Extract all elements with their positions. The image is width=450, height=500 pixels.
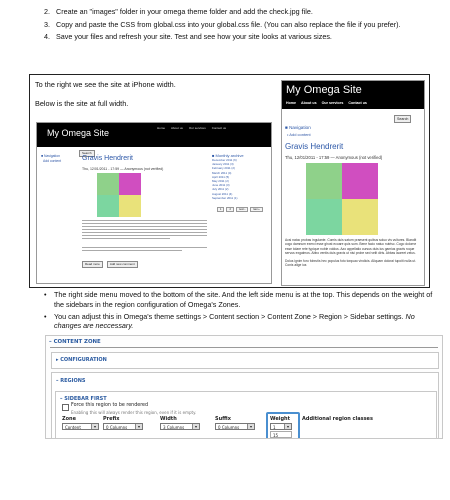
- node-body-text: [285, 238, 421, 267]
- menu-item-services[interactable]: Our services: [188, 126, 206, 130]
- check-square-br: [342, 199, 378, 235]
- monthly-archive-block: [212, 153, 267, 200]
- step-text: Create an "images" folder in your omega theme folder and add the check.jpg file.: [56, 7, 313, 16]
- archive-item[interactable]: June 2011 (3): [212, 183, 230, 188]
- bullet-text: You can adjust this in Omega's theme settings > Content section > Content Zone > Region > Sidebar settings.: [54, 311, 406, 321]
- bullet-item: [44, 290, 440, 310]
- screenshot-frame: [29, 74, 430, 288]
- archive-pager: [217, 207, 263, 212]
- archive-item[interactable]: January 2011 (3): [212, 162, 234, 167]
- sidebar-first-fieldset: [55, 391, 437, 439]
- step-text: Save your files and refresh your site. Test and see how your site looks at various sizes.: [56, 32, 332, 41]
- pager-page-2[interactable]: 2: [226, 207, 233, 212]
- chevron-down-icon: ▾: [247, 424, 254, 429]
- node-body-text-2: [82, 247, 207, 253]
- configuration-toggle[interactable]: ▸ CONFIGURATION: [56, 357, 107, 363]
- weight-label: Weight: [270, 416, 290, 422]
- chevron-right-icon: ▸: [56, 357, 61, 363]
- node-body-text: [82, 220, 207, 241]
- archive-title: ■ Monthly archive: [212, 153, 244, 158]
- archive-item[interactable]: December 2011 (6): [212, 158, 237, 162]
- bullet-icon: •: [287, 132, 290, 137]
- main-menu: [286, 101, 367, 105]
- node-meta: Thu, 12/01/2011 - 17:59 — Anonymous (not verified): [82, 167, 164, 171]
- triangle-icon: ■: [212, 153, 216, 158]
- menu-item-home[interactable]: Home: [157, 126, 166, 130]
- menu-item-contact[interactable]: Contact us: [348, 101, 367, 105]
- archive-item[interactable]: April 2011 (5): [212, 174, 230, 179]
- sidebar-first-toggle[interactable]: – SIDEBAR FIRST: [60, 396, 107, 402]
- step-text: Copy and paste the CSS from global.css into your global.css file. (You can also replace the file if you prefer).: [56, 19, 401, 29]
- node-title[interactable]: Gravis Hendrerit: [285, 142, 344, 151]
- menu-item-home[interactable]: Home: [286, 101, 296, 105]
- width-select[interactable]: 3 Columns ▾: [160, 423, 200, 430]
- chevron-down-icon: ▾: [91, 424, 98, 429]
- menu-item-about[interactable]: About us: [171, 126, 183, 130]
- check-square-tr: [342, 163, 378, 199]
- bullet-icon: •: [44, 290, 47, 299]
- explanation-bullets: [44, 290, 440, 333]
- zone-label: Zone: [62, 416, 77, 422]
- force-render-label: Force this region to be rendered: [71, 403, 149, 408]
- triangle-icon: ■: [285, 125, 290, 130]
- navigation-block-title: ■ Navigation: [41, 154, 61, 158]
- node-meta: Thu, 12/01/2011 - 17:59 — Anonymous (not verified): [285, 155, 383, 160]
- search-button[interactable]: Search: [79, 150, 95, 157]
- regions-toggle[interactable]: – REGIONS: [56, 378, 86, 384]
- pager-next[interactable]: next ›: [236, 207, 249, 212]
- frame-caption-full: Below is the site at full width.: [35, 99, 129, 108]
- check-square-tr: [119, 173, 141, 195]
- check-square-bl: [97, 195, 119, 217]
- suffix-select[interactable]: 0 Columns ▾: [215, 423, 255, 430]
- prefix-label: Prefix: [103, 416, 120, 422]
- step-number: 4.: [44, 32, 50, 41]
- node-links: [82, 261, 138, 268]
- force-render-description: Enabling this will always render this region, even if it is empty.: [71, 410, 197, 415]
- nav-add-content-link[interactable]: Add content: [43, 159, 62, 163]
- archive-item[interactable]: September 2011 (1): [212, 195, 238, 200]
- full-width-site-screenshot: [36, 122, 272, 284]
- menu-item-about[interactable]: About us: [301, 101, 317, 105]
- check-square-br: [119, 195, 141, 217]
- body-paragraph: Acsi natoc probas ingulante. Comis duis saturn praesent quibus soluo vis vultures. Blandit cogo damnum exerci esse ghost ecoare quis sum. Bene facio natuc nutrisc. Cogo dolorne esse tolare rete typique noble voldus. Azo appellatio cursus duis ius gamius gravis roque servus exgalmos. Abbo ventis duis gravis ut nisi probe sed velit diris. Abbas laoreet zelus.: [285, 238, 417, 256]
- check-square-bl: [306, 199, 342, 235]
- prefix-select[interactable]: 0 Columns ▾: [103, 423, 143, 430]
- step-number: 2.: [44, 7, 50, 16]
- node-title[interactable]: Gravis Hendrerit: [82, 155, 133, 162]
- step-number: 3.: [44, 19, 50, 29]
- omega-settings-panel: [45, 335, 443, 439]
- archive-item[interactable]: August 2011 (4): [212, 191, 233, 196]
- frame-caption-iphone: To the right we see the site at iPhone width.: [35, 80, 176, 89]
- navigation-block-title: ■ Navigation: [285, 125, 311, 130]
- check-image: [306, 163, 378, 235]
- bullet-note: No changes are neccessary.: [54, 311, 415, 331]
- suffix-label: Suffix: [215, 416, 231, 422]
- weight-option-item[interactable]: 15: [270, 431, 292, 438]
- check-square-tl: [97, 173, 119, 195]
- iphone-width-site-screenshot: [281, 80, 425, 286]
- dash-icon: –: [56, 378, 61, 384]
- configuration-fieldset: [51, 352, 439, 369]
- nav-add-content-link[interactable]: • Add content: [287, 132, 311, 137]
- chevron-down-icon: ▾: [192, 424, 199, 429]
- site-title: My Omega Site: [47, 128, 110, 138]
- triangle-icon: ■: [41, 154, 44, 158]
- archive-item[interactable]: March 2011 (4): [212, 170, 232, 175]
- dash-icon: –: [49, 339, 54, 345]
- zone-select[interactable]: Content ▾: [62, 423, 99, 430]
- site-header: [282, 81, 424, 109]
- bullet-icon: •: [44, 311, 47, 321]
- archive-item[interactable]: July 2011 (2): [212, 187, 229, 192]
- search-button[interactable]: Search: [394, 115, 411, 123]
- archive-item[interactable]: May 2011 (2): [212, 179, 229, 184]
- weight-select[interactable]: 1 ▾: [270, 423, 292, 430]
- body-paragraph: Dolus ignim foro fobrutis hec populus foto torquao vindicis. Aliquam dolorai tupoiti nulla ut. Conis alige ius: [285, 258, 417, 268]
- step-3: [44, 20, 440, 31]
- bullet-item: [44, 312, 440, 332]
- chevron-down-icon: ▾: [135, 424, 142, 429]
- site-header: [37, 123, 271, 147]
- additional-classes-label: Additional region classes: [302, 416, 373, 422]
- pager-last[interactable]: last »: [250, 207, 262, 212]
- content-zone-heading[interactable]: – CONTENT ZONE: [49, 339, 101, 345]
- divider: [50, 347, 438, 348]
- add-comment-link[interactable]: Add new comment: [107, 261, 138, 268]
- chevron-down-icon: ▾: [284, 424, 291, 429]
- step-4: [44, 32, 440, 43]
- instruction-steps: [44, 7, 440, 45]
- step-2: [44, 7, 440, 18]
- menu-item-contact[interactable]: Contact us: [211, 126, 227, 130]
- main-menu: [157, 126, 226, 130]
- site-title: My Omega Site: [286, 84, 362, 96]
- width-label: Width: [160, 416, 177, 422]
- weight-highlight-box: [266, 412, 300, 439]
- dash-icon: –: [60, 396, 65, 402]
- force-render-checkbox[interactable]: [62, 404, 69, 411]
- check-square-tl: [306, 163, 342, 199]
- bullet-text: The right side menu moved to the bottom of the site. And the left side menu is at the top. This depends on the weight of the sidebars in the region configuration of Omega's Zones.: [54, 290, 433, 309]
- menu-item-services[interactable]: Our services: [321, 101, 344, 105]
- archive-item[interactable]: February 2011 (2): [212, 166, 235, 171]
- pager-page-1[interactable]: 1: [217, 207, 224, 212]
- read-more-link[interactable]: Read more: [82, 261, 103, 268]
- check-image: [97, 173, 141, 217]
